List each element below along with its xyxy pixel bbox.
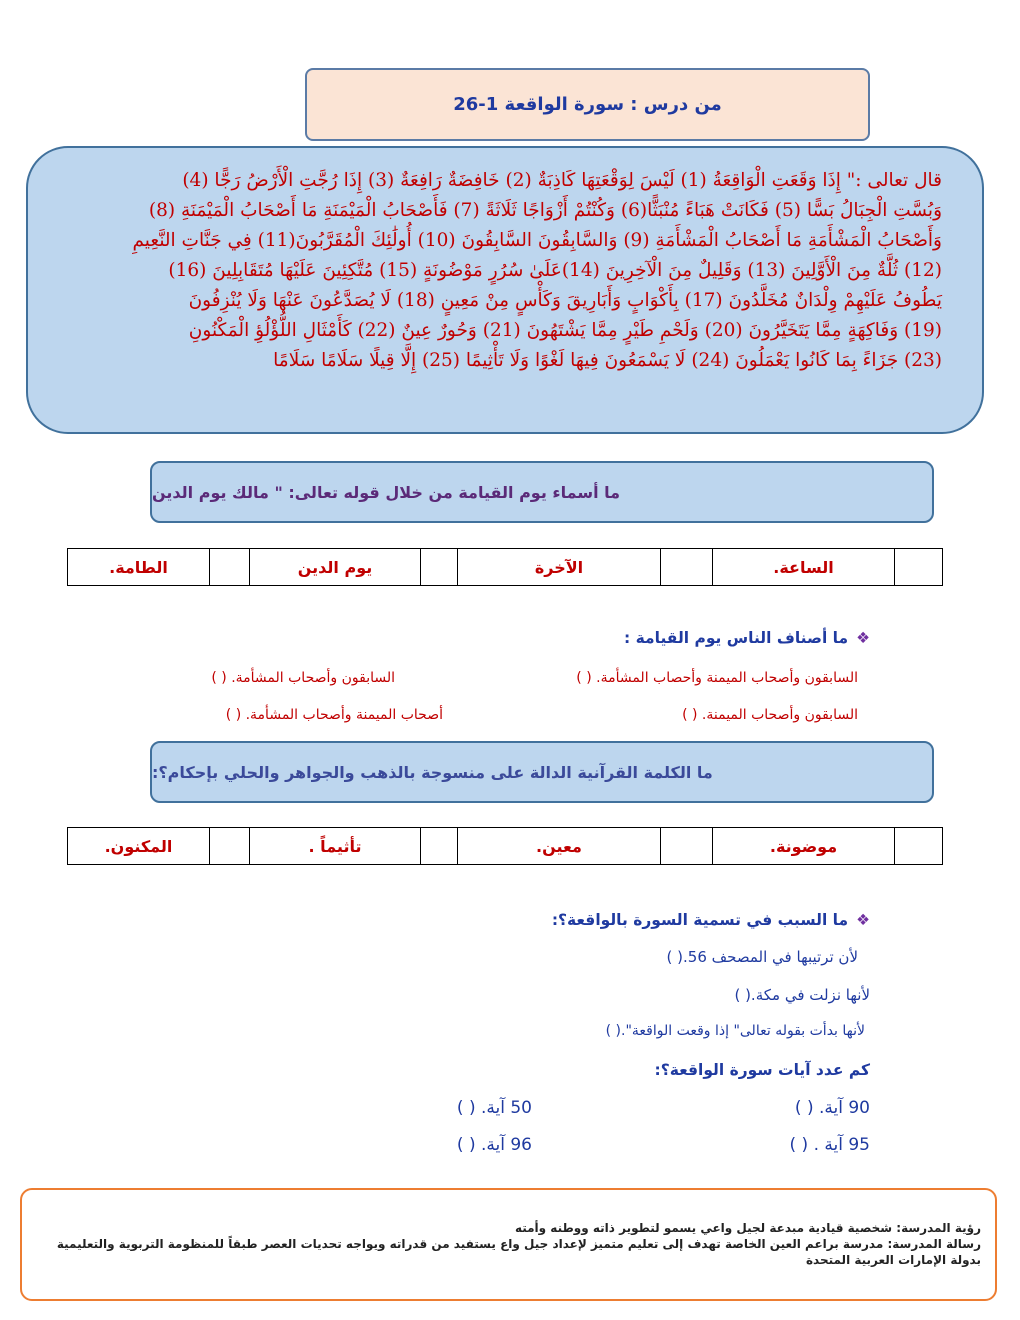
option-cell: معين.: [458, 828, 661, 865]
option-cell: الآخرة: [458, 549, 661, 586]
verse-line: وَبُسَّتِ الْجِبَالُ بَسًّا (5) فَكَانَتْ هَبَاءً مُنْبَثًّا(6) وَكُنْتُمْ أَزْوَاجًا ثَلَاثَةً (7) فَأَصْحَابُ الْمَيْمَنَةِ مَا أَصْحَابُ الْمَيْمَنَةِ (8): [148, 200, 942, 221]
question-2-option[interactable]: السابقون وأصحاب الميمنة. ( ): [682, 707, 858, 723]
diamond-bullet-icon: ❖: [856, 629, 870, 647]
option-cell: الساعة.: [713, 549, 895, 586]
question-1-options: [67, 548, 943, 586]
question-3-options: [67, 827, 943, 865]
option-cell: تأثيماً .: [250, 828, 421, 865]
lesson-title: من درس : سورة الواقعة 1-26: [453, 94, 722, 115]
school-mission-country: بدولة الإمارات العربية المتحدة: [805, 1253, 981, 1267]
answer-checkbox[interactable]: [421, 549, 458, 586]
option-cell: يوم الدين: [250, 549, 421, 586]
question-2-heading: [624, 629, 870, 647]
question-2-option[interactable]: السابقون وأصحاب المشأمة. ( ): [211, 670, 395, 686]
question-2-text: ما أصناف الناس يوم القيامة :: [624, 629, 849, 647]
school-mission: رسالة المدرسة: مدرسة براعم العين الخاصة تهدف إلى تعليم متميز لإعداد جيل واع يستفيد من قدراته ويواجه تحديات العصر طبقاً للمنظومة التربوية والتعليمية: [56, 1237, 981, 1251]
verse-line: قال تعالى :" إِذَا وَقَعَتِ الْوَاقِعَةُ (1) لَيْسَ لِوَقْعَتِهَا كَاذِبَةٌ (2) خَافِضَةٌ رَافِعَةٌ (3) إِذَا رُجَّتِ الْأَرْضُ رَجًّا (4): [182, 170, 942, 191]
answer-checkbox[interactable]: [895, 828, 943, 865]
question-2-option[interactable]: أصحاب الميمنة وأصحاب المشأمة. ( ): [225, 707, 443, 723]
question-4-option[interactable]: لأنها نزلت في مكة.( ): [734, 986, 870, 1004]
question-3-box: [150, 741, 934, 803]
school-footer: [20, 1188, 997, 1301]
question-5-heading: [655, 1061, 870, 1079]
option-cell: الطامة.: [68, 549, 210, 586]
answer-checkbox[interactable]: [661, 828, 713, 865]
answer-checkbox[interactable]: [895, 549, 943, 586]
question-4-option[interactable]: لأن ترتيبها في المصحف 56.( ): [666, 948, 858, 966]
question-4-option[interactable]: لأنها بدأت بقوله تعالى" إذا وقعت الواقعة".( ): [605, 1023, 865, 1039]
question-5-option[interactable]: 90 آية. ( ): [794, 1098, 870, 1118]
verse-line: وَأَصْحَابُ الْمَشْأَمَةِ مَا أَصْحَابُ الْمَشْأَمَةِ (9) وَالسَّابِقُونَ السَّابِقُونَ (10) أُولَٰئِكَ الْمُقَرَّبُونَ(11) فِي جَنَّاتِ النَّعِيمِ: [132, 230, 942, 251]
question-1-box: [150, 461, 934, 523]
answer-checkbox[interactable]: [210, 549, 250, 586]
question-2-option[interactable]: السابقون وأصحاب الميمنة وأحصاب المشأمة. ( ): [576, 670, 858, 686]
diamond-bullet-icon: ❖: [856, 911, 870, 929]
question-3-text: ما الكلمة القرآنية الدالة على منسوجة بالذهب والجواهر والحلي بإحكام؟:: [152, 762, 713, 782]
option-cell: المكنون.: [68, 828, 210, 865]
question-4-heading: [552, 911, 870, 929]
answer-checkbox[interactable]: [210, 828, 250, 865]
question-1-text: ما أسماء يوم القيامة من خلال قوله تعالى: " مالك يوم الدين: [152, 482, 621, 502]
verse-line: (23) جَزَاءً بِمَا كَانُوا يَعْمَلُونَ (24) لَا يَسْمَعُونَ فِيهَا لَغْوًا وَلَا تَأْثِيمًا (25) إِلَّا قِيلًا سَلَامًا سَلَامًا: [273, 350, 942, 371]
question-5-option[interactable]: 96 آية. ( ): [456, 1135, 532, 1155]
question-5-option[interactable]: 50 آية. ( ): [456, 1098, 532, 1118]
option-cell: موضونة.: [713, 828, 895, 865]
answer-checkbox[interactable]: [421, 828, 458, 865]
question-5-option[interactable]: 95 آية . ( ): [789, 1135, 870, 1155]
lesson-title-box: [305, 68, 870, 141]
question-4-text: ما السبب في تسمية السورة بالواقعة؟:: [551, 911, 849, 929]
verses-box: [26, 146, 984, 434]
verse-line: (19) وَفَاكِهَةٍ مِمَّا يَتَخَيَّرُونَ (20) وَلَحْمِ طَيْرٍ مِمَّا يَشْتَهُونَ (21) وَحُورٌ عِينٌ (22) كَأَمْثَالِ اللُّؤْلُؤِ الْمَكْنُونِ: [188, 320, 942, 341]
school-vision: رؤية المدرسة: شخصية قيادية مبدعة لجيل واعي يسمو لتطوير ذاته ووطنه وأمته: [514, 1221, 981, 1235]
verse-line: (12) ثُلَّةٌ مِنَ الْأَوَّلِينَ (13) وَقَلِيلٌ مِنَ الْآخِرِينَ (14)عَلَىٰ سُرُرٍ مَوْضُونَةٍ (15) مُتَّكِئِينَ عَلَيْهَا مُتَقَابِلِينَ (16): [168, 260, 942, 281]
verse-line: يَطُوفُ عَلَيْهِمْ وِلْدَانٌ مُخَلَّدُونَ (17) بِأَكْوَابٍ وَأَبَارِيقَ وَكَأْسٍ مِنْ مَعِينٍ (18) لَا يُصَدَّعُونَ عَنْهَا وَلَا يُنْزِفُونَ: [188, 290, 942, 311]
question-5-text: كم عدد آيات سورة الواقعة؟:: [654, 1061, 870, 1079]
answer-checkbox[interactable]: [661, 549, 713, 586]
